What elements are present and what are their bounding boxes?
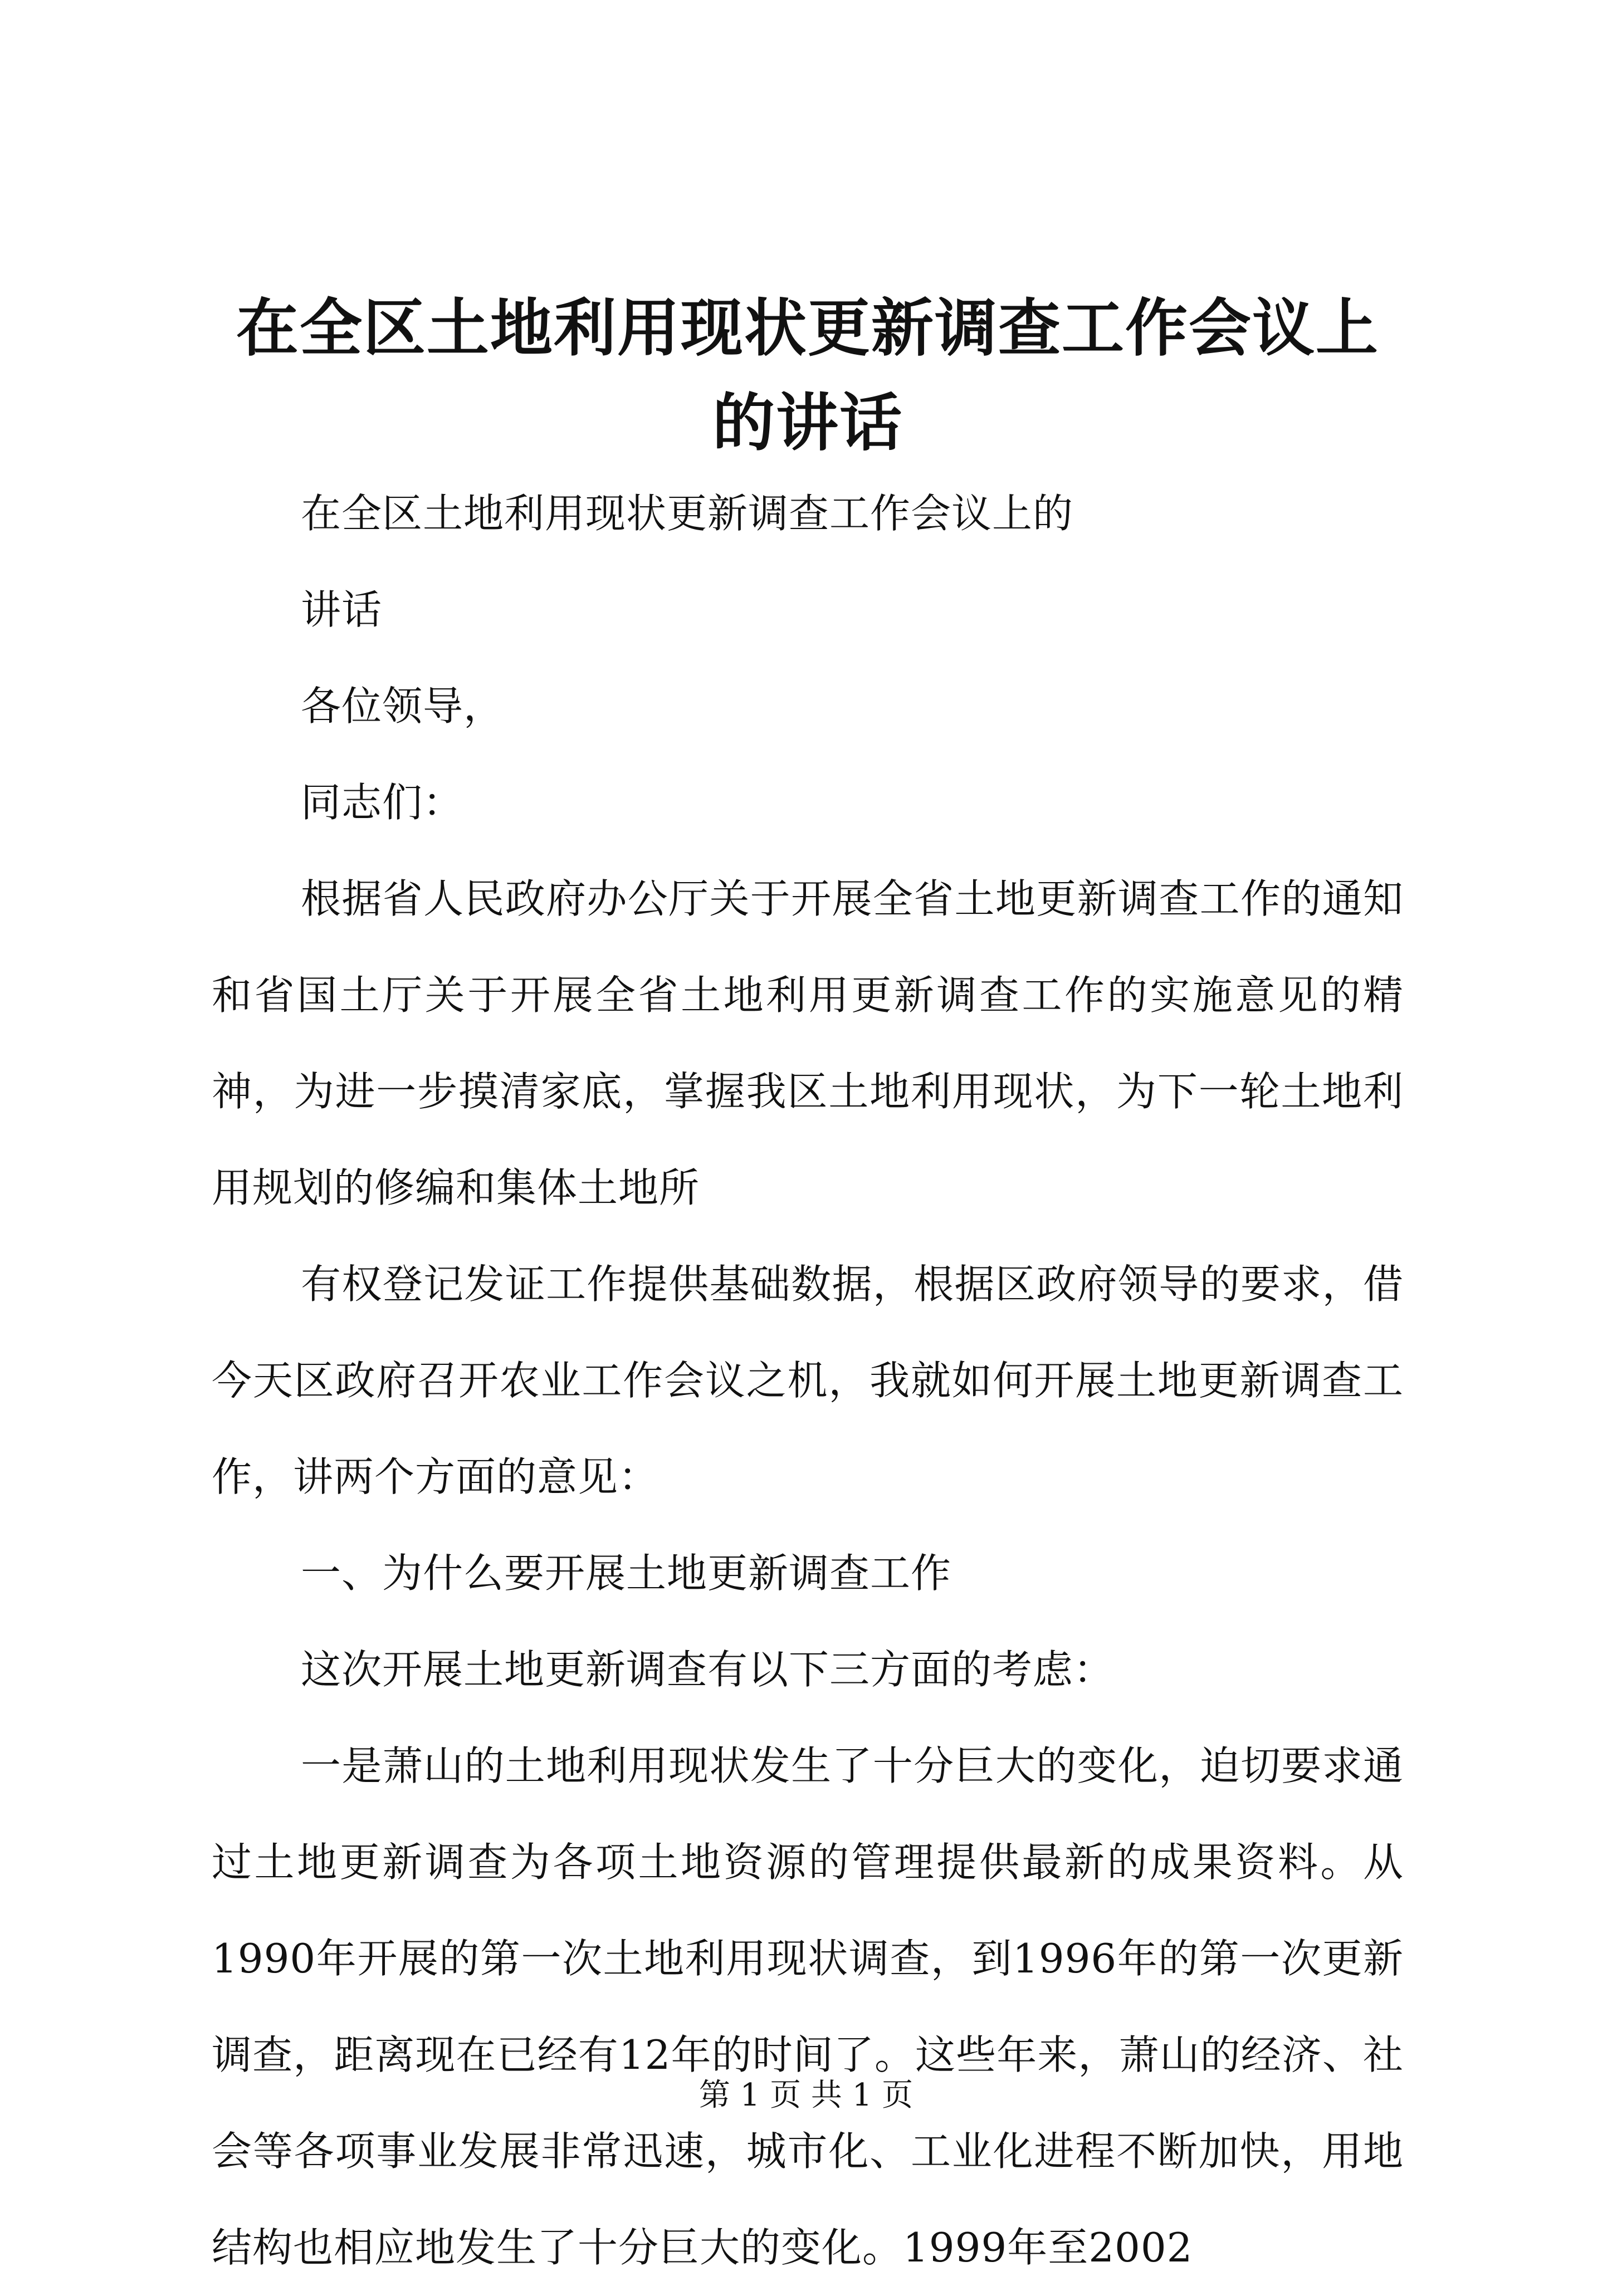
paragraph-point-one: 一是萧山的土地利用现状发生了十分巨大的变化，迫切要求通过土地更新调查为各项土地资源的管理提供最新的成果资料。从1990年开展的第一次土地利用现状调查，到1996年的第一次更新调查，距离现在已经有12年的时间了。这些年来，萧山的经济、社会等各项事业发展非常迅速，城市化、工业化进程不断加快，用地结构也相应地发生了十分巨大的变化。1999年至2002 — [212, 1742, 1404, 2271]
section-heading-one: 一、为什么要开展土地更新调查工作 — [301, 1550, 952, 1597]
paragraph-considerations-intro: 这次开展土地更新调查有以下三方面的考虑： — [301, 1646, 1115, 1693]
paragraph-purpose: 有权登记发证工作提供基础数据，根据区政府领导的要求，借今天区政府召开农业工作会议之机，我就如何开展土地更新调查工作，讲两个方面的意见： — [212, 1261, 1404, 1500]
paragraph-heading-line-1: 在全区土地利用现状更新调查工作会议上的 — [301, 490, 1074, 537]
document-body — [212, 466, 1404, 2296]
paragraph-heading-line-2: 讲话 — [301, 586, 383, 633]
paragraph-background: 根据省人民政府办公厅关于开展全省土地更新调查工作的通知和省国土厅关于开展全省土地利用更新调查工作的实施意见的精神，为进一步摸清家底，掌握我区土地利用现状，为下一轮土地利用规划的修编和集体土地所 — [212, 875, 1404, 1211]
document-title: 在全区土地利用现状更新调查工作会议上的讲话 — [236, 292, 1379, 459]
page-footer: 第 1 页 共 1 页 — [698, 2077, 914, 2113]
paragraph-salutation-leaders: 各位领导， — [301, 683, 505, 730]
paragraph-salutation-comrades: 同志们： — [301, 779, 464, 826]
